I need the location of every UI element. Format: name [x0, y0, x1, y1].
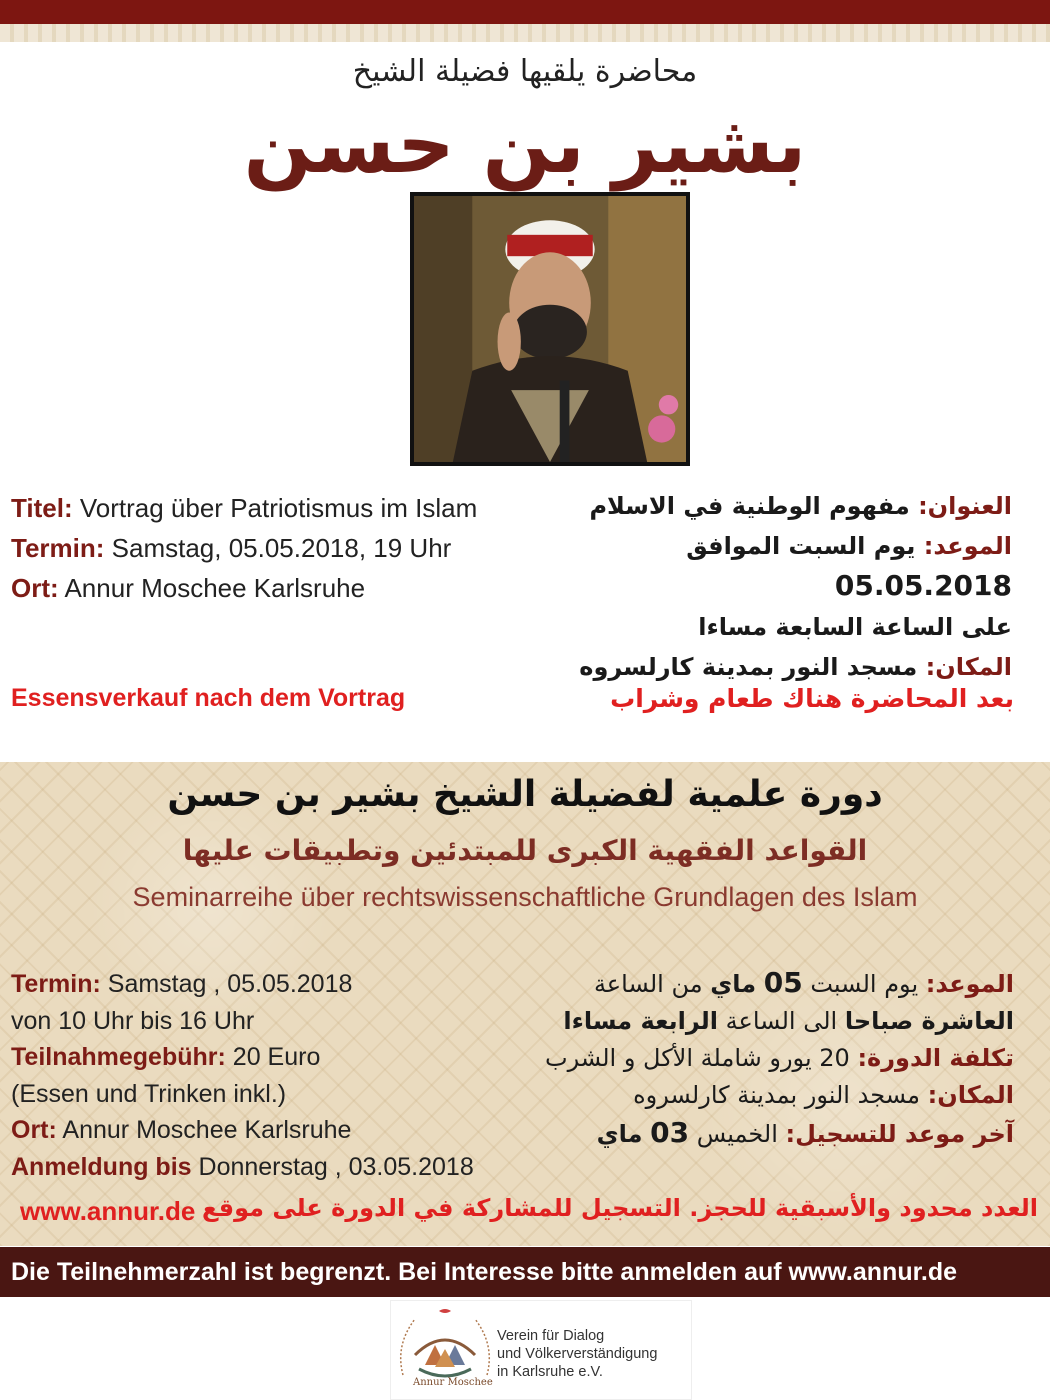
- seminar-time-row-ar: [474, 1003, 1014, 1040]
- lecture-place-value: Annur Moschee Karlsruhe: [64, 573, 366, 603]
- seminar-date-row: [11, 966, 521, 1003]
- seminar-section: [0, 762, 1050, 1246]
- lecture-place-row-ar: [512, 647, 1012, 687]
- top-ornament-strip: [0, 24, 1050, 42]
- lecture-title-row: [11, 488, 521, 528]
- registration-line: [0, 1192, 1050, 1234]
- seminar-date-pre-ar: يوم السبت: [810, 970, 919, 998]
- seminar-date-value: Samstag , 05.05.2018: [107, 970, 353, 998]
- lecture-date-number-ar: 05.05.2018: [834, 569, 1012, 602]
- seminar-date-row-ar: [474, 964, 1014, 1003]
- seminar-fee-row-ar: [474, 1040, 1014, 1077]
- lecture-details-german: [11, 488, 521, 608]
- seminar-fee-row: [11, 1039, 521, 1076]
- lecture-place-row: [11, 568, 521, 608]
- seminar-registration-num-ar: 03: [650, 1116, 690, 1149]
- lecture-title-row-ar: [512, 486, 1012, 526]
- association-line-2: und Völkerverständigung: [497, 1346, 658, 1362]
- seminar-registration-label-ar: آخر موعد للتسجيل:: [785, 1120, 1014, 1148]
- lecture-date-value-ar: يوم السبت الموافق: [686, 532, 916, 560]
- seminar-fee-value-ar: 20 يورو شاملة الأكل و الشرب: [544, 1044, 850, 1072]
- lecture-title-value-ar: مفهوم الوطنية في الاسلام: [589, 492, 910, 520]
- association-line-1: Verein für Dialog: [497, 1328, 605, 1344]
- seminar-details-arabic: [474, 964, 1014, 1153]
- seminar-place-row-ar: [474, 1077, 1014, 1114]
- lecture-title-value: Vortrag über Patriotismus im Islam: [79, 493, 478, 523]
- intro-line: محاضرة يلقيها فضيلة الشيخ: [352, 54, 698, 89]
- seminar-date-label-ar: الموعد:: [925, 970, 1014, 998]
- seminar-registration-row-ar: [474, 1114, 1014, 1153]
- food-note-german: Essensverkauf nach dem Vortrag: [11, 684, 406, 712]
- seminar-date-label: Termin:: [11, 970, 101, 998]
- lecture-date-label: Termin:: [11, 533, 105, 563]
- seminar-date-post-ar: من الساعة: [593, 970, 703, 998]
- registration-note-arabic: العدد محدود والأسبقية للحجز. التسجيل للمشاركة في الدورة على موقع: [201, 1194, 1038, 1222]
- seminar-fee-label-ar: تكلفة الدورة:: [857, 1044, 1014, 1072]
- logo-emblem-text: Annur Moschee: [413, 1377, 493, 1388]
- website-link[interactable]: www.annur.de: [20, 1196, 196, 1226]
- lecture-place-label: Ort:: [11, 573, 59, 603]
- bottom-info-bar: Die Teilnehmerzahl ist begrenzt. Bei Interesse bitte anmelden auf www.annur.de: [0, 1247, 1050, 1297]
- association-line-3: in Karlsruhe e.V.: [497, 1364, 603, 1380]
- seminar-fee-value: 20 Euro: [232, 1043, 321, 1071]
- seminar-date-num-ar: 05: [763, 966, 803, 999]
- seminar-fee-note: (Essen und Trinken inkl.): [11, 1079, 287, 1108]
- lecture-date-value: Samstag, 05.05.2018, 19 Uhr: [111, 533, 452, 563]
- seminar-place-label: Ort:: [11, 1116, 57, 1144]
- seminar-registration-label: Anmeldung bis: [11, 1152, 192, 1181]
- lecture-place-value-ar: مسجد النور بمدينة كارلسروه: [579, 653, 918, 681]
- seminar-time-c-ar: الرابعة مساءا: [563, 1007, 719, 1035]
- seminar-registration-day-ar: الخميس: [696, 1120, 778, 1148]
- seminar-time-a-ar: العاشرة صباحا: [844, 1007, 1014, 1035]
- lecture-place-label-ar: المكان:: [925, 653, 1012, 681]
- seminar-date-month-ar: ماي: [710, 970, 757, 998]
- seminar-time-b-ar: الى الساعة: [725, 1007, 838, 1035]
- top-decorative-bar: [0, 0, 1050, 24]
- association-logo: [390, 1300, 692, 1400]
- seminar-time-row: von 10 Uhr bis 16 Uhr: [11, 1006, 255, 1035]
- association-name: [497, 1327, 657, 1381]
- seminar-registration-month-ar: ماي: [596, 1120, 643, 1148]
- speaker-photo: [410, 192, 690, 466]
- seminar-place-row: [11, 1112, 521, 1149]
- lecture-date-label-ar: الموعد:: [923, 532, 1012, 560]
- lecture-date-row-ar: [512, 526, 1012, 607]
- seminar-registration-value: Donnerstag , 03.05.2018: [198, 1152, 474, 1181]
- lecture-details-arabic: [512, 486, 1012, 687]
- seminar-place-value-ar: مسجد النور بمدينة كارلسروه: [633, 1081, 920, 1109]
- seminar-registration-row: [11, 1149, 521, 1186]
- seminar-details-german: [11, 966, 521, 1185]
- lecture-date-row: [11, 528, 521, 568]
- lecture-title-label-ar: العنوان:: [918, 492, 1012, 520]
- seminar-place-label-ar: المكان:: [927, 1081, 1014, 1109]
- seminar-title-german: Seminarreihe über rechtswissenschaftliche Grundlagen des Islam: [132, 882, 918, 912]
- seminar-fee-label: Teilnahmegebühr:: [11, 1043, 226, 1071]
- seminar-subtitle-arabic: القواعد الفقهية الكبرى للمبتدئين وتطبيقات عليها: [182, 834, 868, 867]
- lecture-time-row-ar: على الساعة السابعة مساءا: [698, 613, 1012, 641]
- food-note-arabic: بعد المحاضرة هناك طعام وشراب: [610, 684, 1014, 713]
- seminar-title-arabic: دورة علمية لفضيلة الشيخ بشير بن حسن: [167, 774, 883, 815]
- lecture-title-label: Titel:: [11, 493, 73, 523]
- seminar-place-value: Annur Moschee Karlsruhe: [62, 1116, 352, 1144]
- speaker-name: بشير بن حسن: [243, 98, 807, 191]
